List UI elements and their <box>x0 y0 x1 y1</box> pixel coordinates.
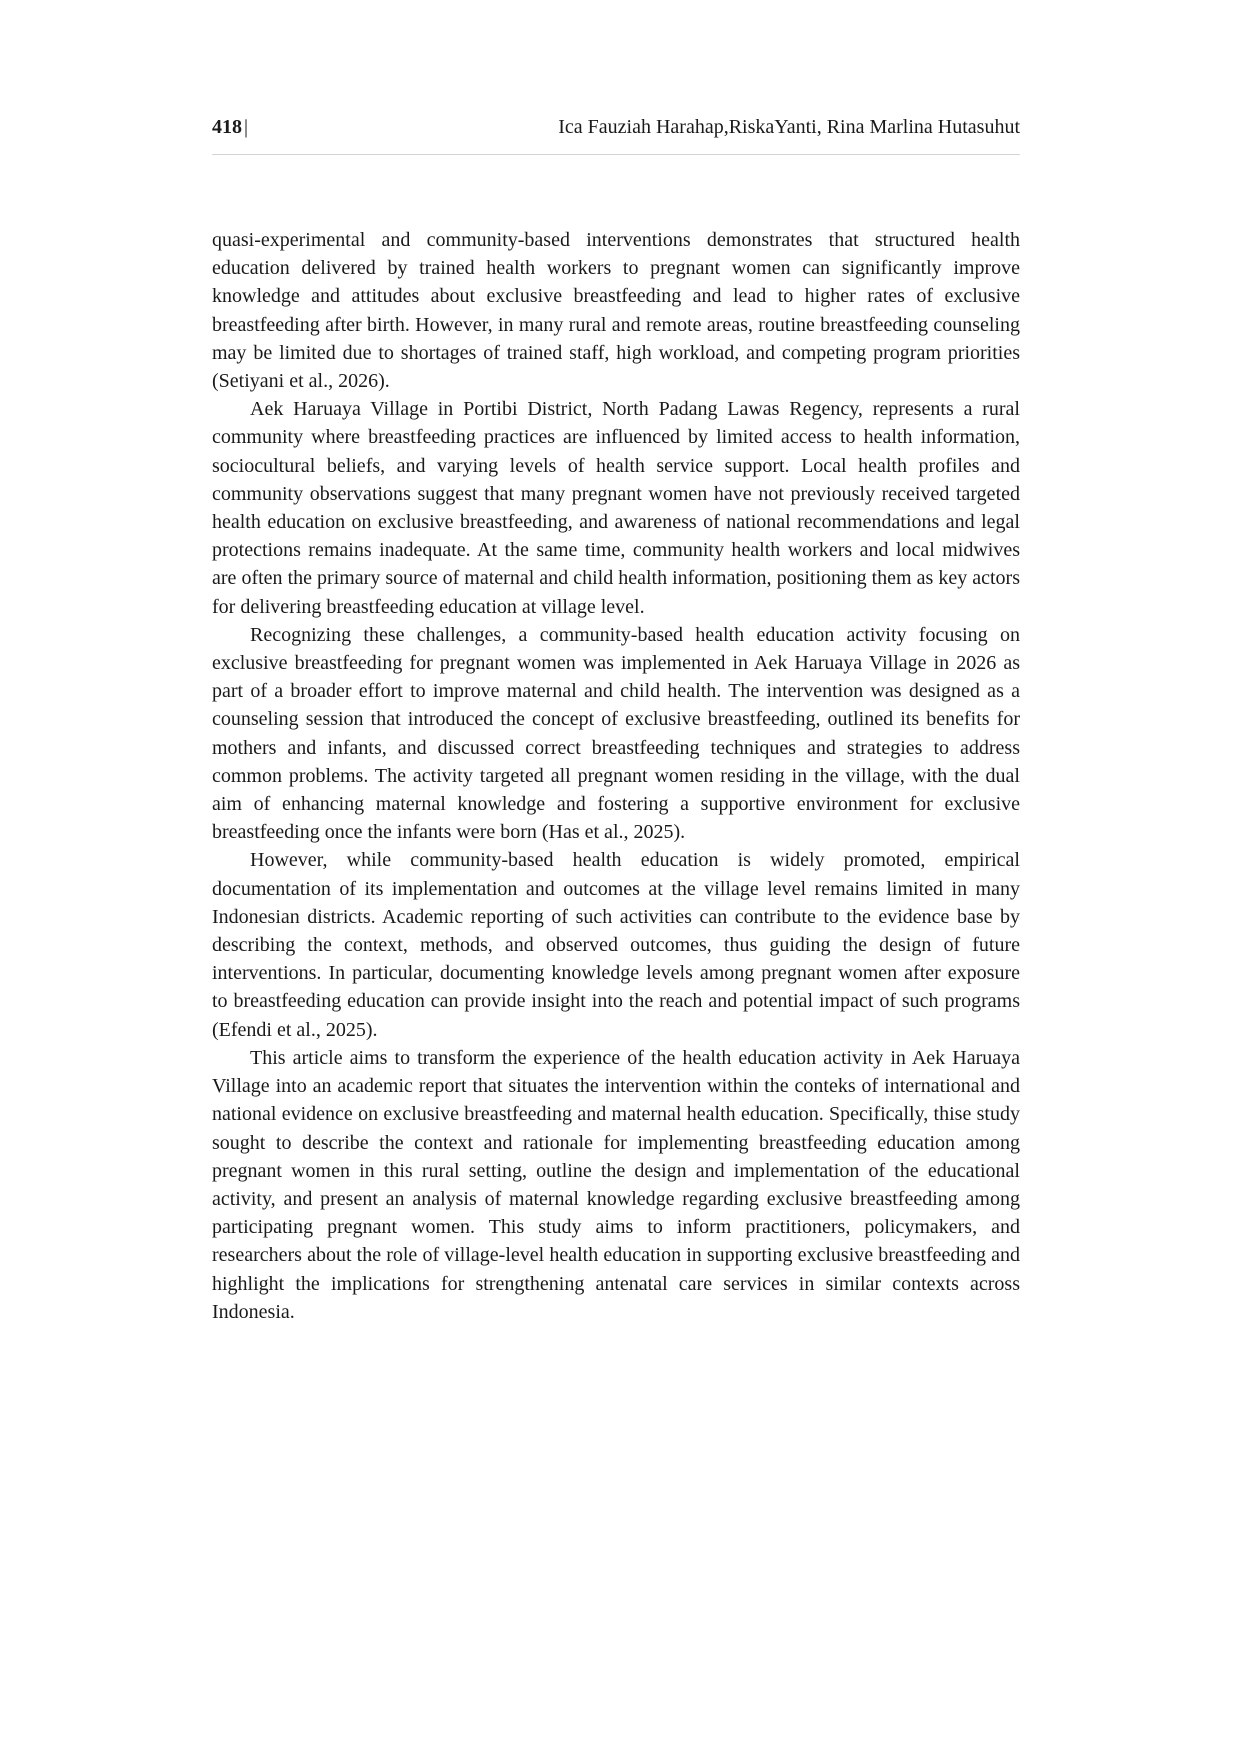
paragraph-3: Recognizing these challenges, a community-based health education activity focusing on exclusive breastfeeding for pregnant women was implemented in Aek Haruaya Village in 2026 as part of a broader effort to improve maternal and child health. The intervention was designed as a counseling session that introduced the concept of exclusive breastfeeding, outlined its benefits for mothers and infants, and discussed correct breastfeeding techniques and strategies to address common problems. The activity targeted all pregnant women residing in the village, with the dual aim of enhancing maternal knowledge and fostering a supportive environment for exclusive breastfeeding once the infants were born (Has et al., 2025). <box>212 623 1020 844</box>
header-authors: Ica Fauziah Harahap,RiskaYanti, Rina Marlina Hutasuhut <box>558 116 1020 138</box>
paragraph-5: This article aims to transform the experience of the health education activity in Aek Haruaya Village into an academic report that situates the intervention within the conteks of international and national evidence on exclusive breastfeeding and maternal health education. Specifically, thise study sought to describe the context and rationale for implementing breastfeeding education among pregnant women in this rural setting, outline the design and implementation of the educational activity, and present an analysis of maternal knowledge regarding exclusive breastfeeding among participating pregnant women. This study aims to inform practitioners, policymakers, and researchers about the role of village-level health education in supporting exclusive breastfeeding and highlight the implications for strengthening antenatal care services in similar contexts across Indonesia. <box>212 1046 1020 1323</box>
running-header <box>212 112 1020 155</box>
article-body <box>212 226 1020 1326</box>
page-number: 418 | <box>212 116 249 138</box>
header-separator: | <box>244 116 249 138</box>
paragraph-2: Aek Haruaya Village in Portibi District, North Padang Lawas Regency, represents a rural community where breastfeeding practices are influenced by limited access to health information, sociocultural beliefs, and varying levels of health service support. Local health profiles and community observations suggest that many pregnant women have not previously received targeted health education on exclusive breastfeeding, and awareness of national recommendations and legal protections remains inadequate. At the same time, community health workers and local midwives are often the primary source of maternal and child health information, positioning them as key actors for delivering breastfeeding education at village level. <box>212 398 1020 618</box>
paragraph-1: quasi-experimental and community-based interventions demonstrates that structured health education delivered by trained health workers to pregnant women can significantly improve knowledge and attitudes about exclusive breastfeeding and lead to higher rates of exclusive breastfeeding after birth. However, in many rural and remote areas, routine breastfeeding counseling may be limited due to shortages of trained staff, high workload, and competing program priorities (Setiyani et al., 2026). <box>212 229 1020 393</box>
paragraph-4: However, while community-based health education is widely promoted, empirical documentation of its implementation and outcomes at the village level remains limited in many Indonesian districts. Academic reporting of such activities can contribute to the evidence base by describing the context, methods, and observed outcomes, thus guiding the design of future interventions. In particular, documenting knowledge levels among pregnant women after exposure to breastfeeding education can provide insight into the reach and potential impact of such programs (Efendi et al., 2025). <box>212 849 1020 1041</box>
